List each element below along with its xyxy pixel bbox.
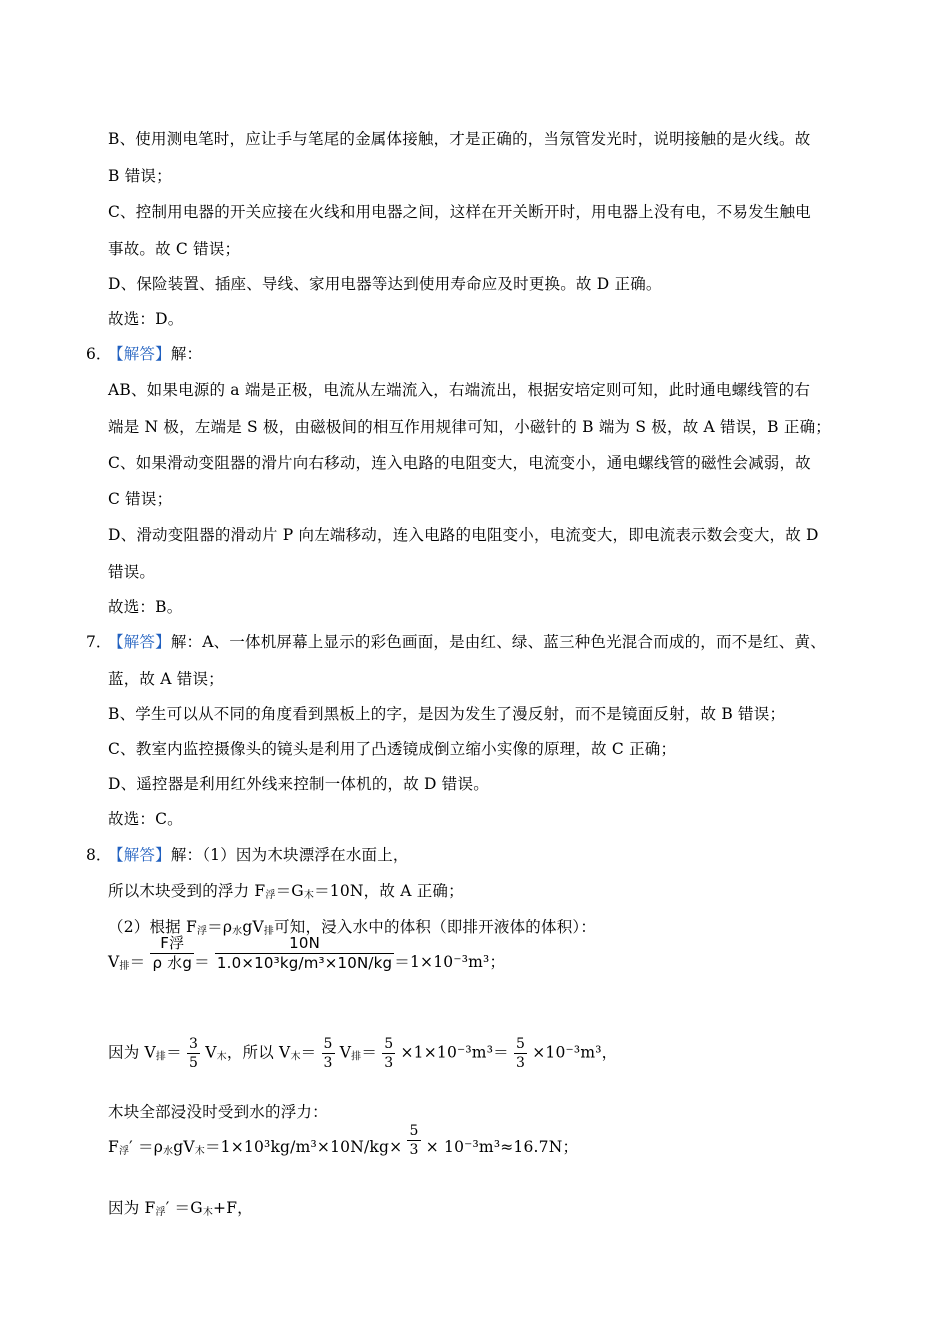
answer-tag: 【解答】 bbox=[108, 633, 171, 651]
answer-tag: 【解答】 bbox=[108, 345, 171, 363]
formula-line: 因为 $F_浮' =G_木+F$， bbox=[108, 1199, 253, 1218]
text-line: 错误。 bbox=[108, 563, 156, 581]
text-line: 故选：B。 bbox=[108, 598, 183, 616]
text-line: C、如果滑动变阻器的滑片向右移动，连入电路的电阻变大，电流变小，通电螺线管的磁性会减弱，故 bbox=[108, 454, 811, 472]
answer-head: 解：A、一体机屏幕上显示的彩色画面，是由红、绿、蓝三种色光混合而成的，而不是红、黄、 bbox=[170, 633, 826, 651]
fraction: $\frac{5}{3}$ bbox=[323, 1036, 333, 1071]
text-line: D、遥控器是利用红外线来控制一体机的，故 D 错误。 bbox=[108, 775, 489, 793]
answer-head: 解： bbox=[170, 345, 203, 363]
answer-tag: 【解答】 bbox=[108, 846, 171, 864]
question-number: 6． bbox=[86, 345, 112, 363]
question-number: 8． bbox=[86, 846, 112, 864]
formula-line: $F_浮' =\rho_水gV_木=1\times 10^3kg/m^3\times 10N/kg\times$ $\frac{5}{3}$ × 10⁻³m³≈16.7N； bbox=[108, 1122, 579, 1158]
question-number: 7． bbox=[86, 633, 112, 651]
fraction: $\frac{5}{3}$ bbox=[384, 1036, 394, 1071]
formula-line: （2）根据 $F_浮=\rho_水gV_排$可知，浸入水中的体积（即排开液体的体积）： bbox=[108, 918, 597, 937]
text-line: D、保险装置、插座、导线、家用电器等达到使用寿命应及时更换。故 D 正确。 bbox=[108, 275, 662, 293]
text-line: 故选：C。 bbox=[108, 810, 183, 828]
text-line: 蓝，故 A 错误； bbox=[108, 670, 224, 688]
text-line: C、控制用电器的开关应接在火线和用电器之间，这样在开关断开时，用电器上没有电，不易发生触电 bbox=[108, 203, 811, 221]
text-line: 端是 N 极，左端是 S 极，由磁极间的相互作用规律可知，小磁针的 B 端为 S 极，故 A 错误，B 正确； bbox=[108, 418, 831, 436]
text-line: B、使用测电笔时，应让手与笔尾的金属体接触，才是正确的，当氖管发光时，说明接触的是火线。故 bbox=[108, 130, 811, 148]
formula-volume: $V_排=$ $\frac{\text{F浮}}{\text{ρ 水g}}$ ＝ $\frac{10N}{\text{1.0×10³kg/m³×10N/kg}}$ ＝1×10⁻³m³； bbox=[108, 933, 506, 972]
fraction: $\frac{5}{3}$ bbox=[409, 1122, 419, 1158]
text-line: AB、如果电源的 a 端是正极，电流从左端流入，右端流出，根据安培定则可知，此时通电螺线管的右 bbox=[108, 381, 811, 399]
text-line: 故选：D。 bbox=[108, 310, 184, 328]
formula-line: 所以木块受到的浮力 $F_浮=G_木=10N$，故 A 正确； bbox=[108, 882, 464, 901]
text-line: D、滑动变阻器的滑动片 P 向左端移动，连入电路的电阻变小，电流变大，即电流表示数会变大，故 D bbox=[108, 526, 819, 544]
fraction: $\frac{10N}{\text{1.0×10³kg/m³×10N/kg}}$ bbox=[216, 933, 393, 972]
fraction: $\frac{\text{F浮}}{\text{ρ 水g}}$ bbox=[152, 933, 193, 972]
text-line: 事故。故 C 错误； bbox=[108, 240, 241, 258]
fraction: $\frac{5}{3}$ bbox=[515, 1036, 526, 1071]
text-line: 木块全部浸没时受到水的浮力： bbox=[108, 1103, 328, 1121]
text-line: C 错误； bbox=[108, 490, 173, 508]
text-line: C、教室内监控摄像头的镜头是利用了凸透镜成倒立缩小实像的原理，故 C 正确； bbox=[108, 740, 677, 758]
text-line: B 错误； bbox=[108, 167, 172, 185]
text-line: B、学生可以从不同的角度看到黑板上的字，是因为发生了漫反射，而不是镜面反射，故 B 错误； bbox=[108, 705, 786, 723]
answer-head: 解：（1）因为木块漂浮在水面上， bbox=[170, 846, 409, 864]
formula-line: 因为 $V_排=$ $\frac{3}{5}$ $V_木$，所以 $V_木=$ $\frac{5}{3}$ $V_排=$ $\frac{5}{3}$ ×1×10⁻³m³＝ $\frac{5}{3}$ ×10⁻³m³， bbox=[108, 1036, 618, 1071]
fraction: $\frac{3}{5}$ bbox=[188, 1036, 199, 1071]
